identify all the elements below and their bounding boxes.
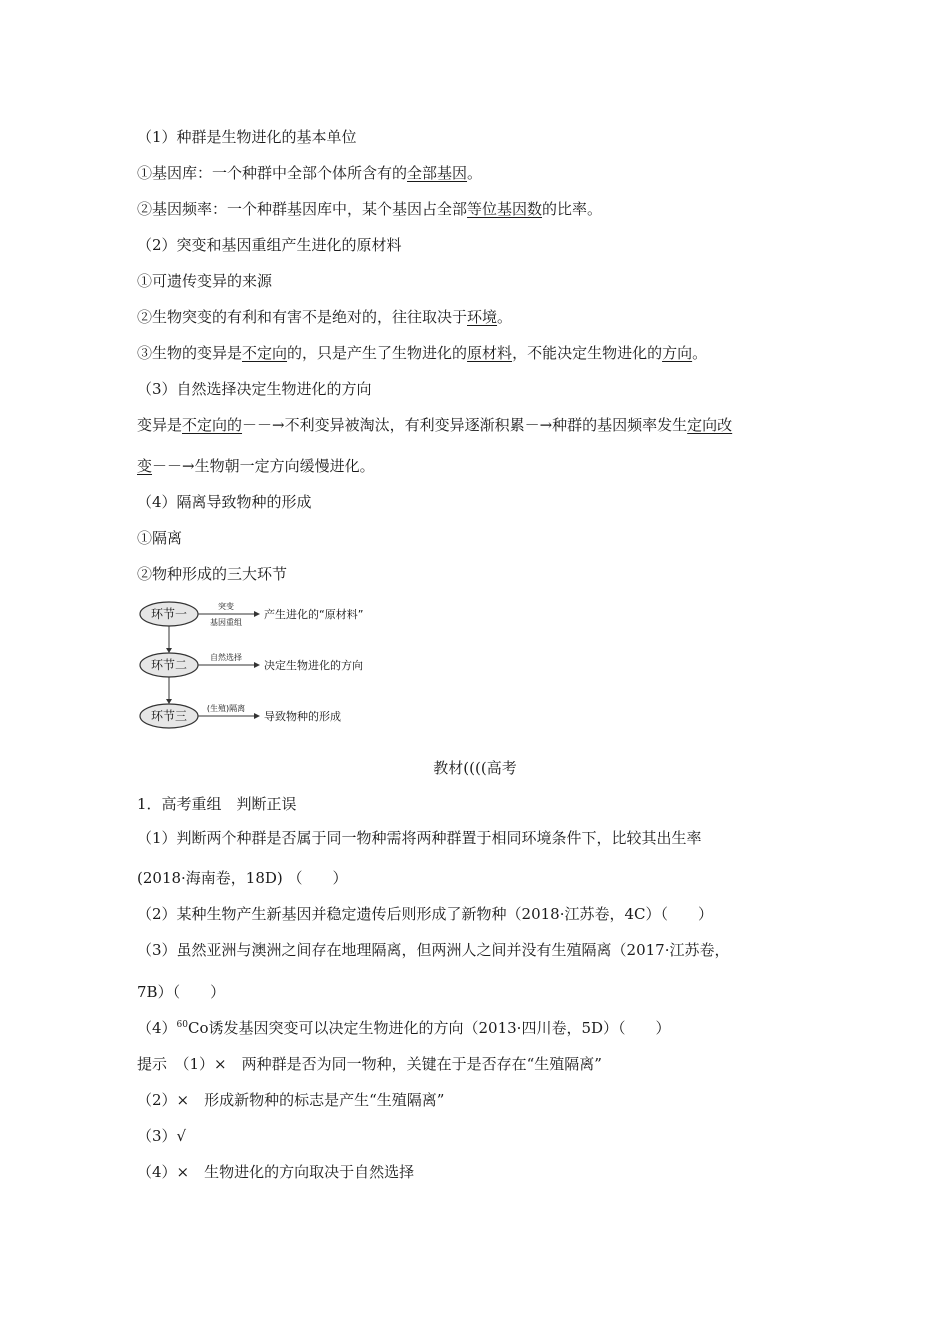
question-4: [137, 1018, 671, 1038]
underlined-answer: 变: [137, 457, 153, 475]
underlined-answer: 环境: [467, 308, 498, 326]
underlined-answer: 原材料: [467, 344, 513, 362]
question-1-line1: （1）判断两个种群是否属于同一物种需将两种群置于相同环境条件下，比较其出生率: [137, 829, 702, 847]
text: Co诱发基因突变可以决定生物进化的方向（2013·四川卷，5D）（ ）: [188, 1019, 671, 1037]
text: ①基因库：一个种群中全部个体所含有的: [137, 164, 408, 182]
speciation-diagram: [137, 596, 427, 736]
heading-isolation: （4）隔离导致物种的形成: [137, 493, 312, 511]
selection-chain-line1: [137, 415, 732, 435]
horizontal-arrowhead-1: [254, 611, 260, 617]
isotope-superscript: 60: [176, 1020, 188, 1030]
text: （4）: [137, 1019, 177, 1037]
arrow1-bottom-label: 基因重组: [210, 618, 242, 627]
question-title: 1．高考重组 判断正误: [137, 795, 297, 813]
variation-statement: [137, 343, 707, 363]
node-step3-label: 环节三: [150, 709, 188, 723]
text: ②生物突变的有利和有害不是绝对的，往往取决于: [137, 308, 468, 326]
underlined-answer: 方向: [662, 344, 693, 362]
section-heading: 教材((((高考: [433, 759, 517, 777]
gene-frequency-definition: [137, 199, 602, 219]
text: 。: [692, 344, 708, 362]
answer-3: （3）√: [137, 1127, 187, 1145]
result-1: 产生进化的“原材料”: [264, 608, 364, 621]
underlined-answer: 全部基因: [407, 164, 468, 182]
underlined-answer: 定向改: [687, 416, 733, 434]
text: ②基因频率：一个种群基因库中，某个基因占全部: [137, 200, 468, 218]
question-3-line2: 7B）（ ）: [137, 983, 226, 1001]
text: －－→不利变异被淘汰，有利变异逐渐积累－→种群的基因频率发生: [242, 416, 688, 434]
horizontal-arrowhead-2: [254, 662, 260, 668]
text: 。: [497, 308, 513, 326]
question-2: （2）某种生物产生新基因并稳定遗传后则形成了新物种（2018·江苏卷，4C）（ ）: [137, 905, 714, 923]
underlined-answer: 等位基因数: [467, 200, 543, 218]
arrow2-label: 自然选择: [210, 653, 242, 662]
horizontal-arrowhead-3: [254, 713, 260, 719]
mutation-benefit-statement: [137, 307, 512, 327]
vertical-arrowhead-1: [166, 648, 172, 653]
arrow3-label: (生殖)隔离: [206, 704, 246, 713]
heading-population: （1）种群是生物进化的基本单位: [137, 128, 357, 146]
heading-natural-selection: （3）自然选择决定生物进化的方向: [137, 380, 372, 398]
gene-pool-definition: [137, 163, 482, 183]
selection-chain-line2: [137, 456, 375, 476]
text: 。: [467, 164, 483, 182]
answer-2: （2）× 形成新物种的标志是产生“生殖隔离”: [137, 1091, 445, 1109]
text: ，不能决定生物进化的: [512, 344, 663, 362]
heritable-variation-source: ①可遗传变异的来源: [137, 272, 273, 290]
speciation-steps-title: ②物种形成的三大环节: [137, 565, 288, 583]
text: ③生物的变异是: [137, 344, 243, 362]
heading-mutation: （2）突变和基因重组产生进化的原材料: [137, 236, 402, 254]
arrow1-top-label: 突变: [218, 602, 234, 611]
question-1-line2: (2018·海南卷，18D) （ ）: [137, 869, 348, 887]
answer-4: （4）× 生物进化的方向取决于自然选择: [137, 1163, 415, 1181]
node-step1-label: 环节一: [150, 607, 188, 621]
question-3-line1: （3）虽然亚洲与澳洲之间存在地理隔离，但两洲人之间并没有生殖隔离（2017·江苏卷，: [137, 941, 730, 959]
isolation-item: ①隔离: [137, 529, 183, 547]
text: 的，只是产生了生物进化的: [287, 344, 468, 362]
text: 变异是: [137, 416, 183, 434]
underlined-answer: 不定向的: [182, 416, 243, 434]
answer-1: 提示 （1）× 两种群是否为同一物种，关键在于是否存在“生殖隔离”: [137, 1055, 602, 1073]
vertical-arrowhead-2: [166, 699, 172, 704]
result-2: 决定生物进化的方向: [264, 659, 363, 672]
text: 的比率。: [542, 200, 603, 218]
text: －－→生物朝一定方向缓慢进化。: [152, 457, 375, 475]
underlined-answer: 不定向: [242, 344, 288, 362]
node-step2-label: 环节二: [150, 658, 188, 672]
result-3: 导致物种的形成: [264, 710, 341, 723]
